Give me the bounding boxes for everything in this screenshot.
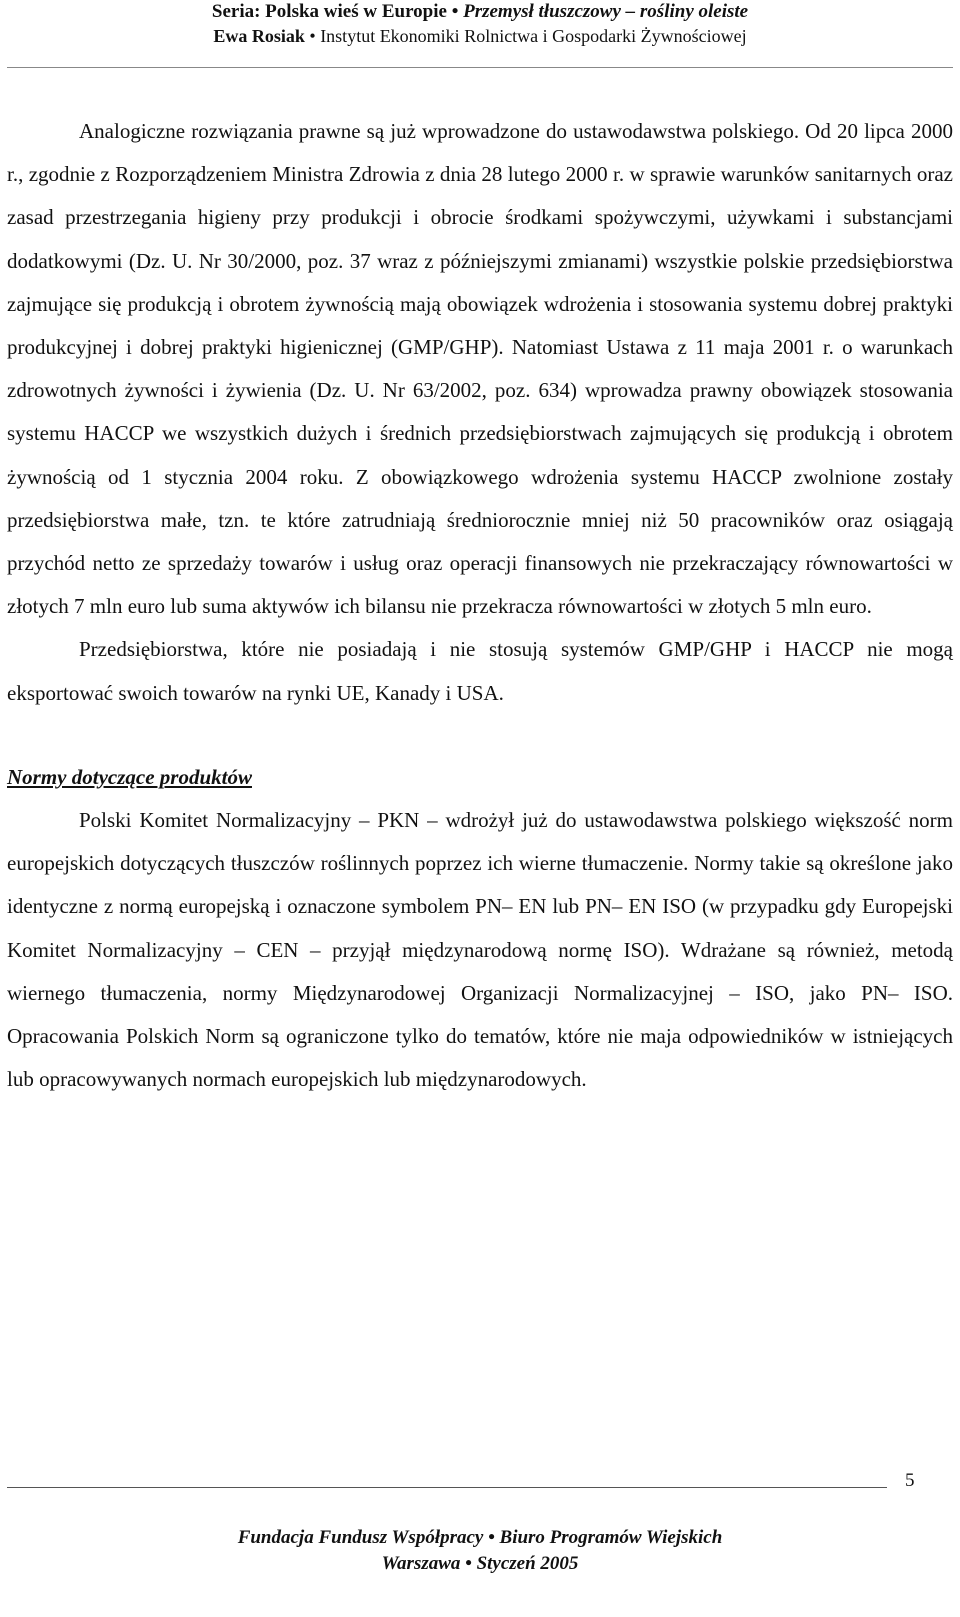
bullet-separator: • [309, 26, 316, 46]
bullet-separator: • [451, 1, 459, 22]
document-body [7, 110, 953, 1101]
footer-line-2 [0, 1551, 960, 1577]
footer-date: Styczeń 2005 [476, 1553, 579, 1574]
section-heading: Normy dotyczące produktów [7, 764, 252, 789]
paragraph-legal: Analogiczne rozwiązania prawne są już wprowadzone do ustawodawstwa polskiego. Od 20 lipca 2000 r., zgodnie z Rozporządzeniem Ministra Zdrowia z dnia 28 lutego 2000 r. w sprawie warunków sanitarnych oraz zasad przestrzegania higieny przy produkcji i obrocie środkami spożywczymi, używkami i substancjami dodatkowymi (Dz. U. Nr 30/2000, poz. 37 wraz z późniejszymi zmianami) wszystkie polskie przedsiębiorstwa zajmujące się produkcją i obrotem żywnością mają obowiązek wdrożenia i stosowania systemu dobrej praktyki produkcyjnej i dobrej praktyki higienicznej (GMP/GHP). Natomiast Ustawa z 11 maja 2001 r. o warunkach zdrowotnych żywności i żywienia (Dz. U. Nr 63/2002, poz. 634) wprowadza prawny obowiązek stosowania systemu HACCP we wszystkich dużych i średnich przedsiębiorstwach zajmujących się produkcją i obrotem żywnością od 1 stycznia 2004 roku. Z obowiązkowego wdrożenia systemu HACCP zwolnione zostały przedsiębiorstwa małe, tzn. te które zatrudniają średniorocznie mniej niż 50 pracowników oraz osiągają przychód netto ze sprzedaży towarów i usług oraz operacji finansowych nie przekraczający równowartości w złotych 7 mln euro lub suma aktywów ich bilansu nie przekracza równowartości w złotych 5 mln euro. [7, 119, 953, 619]
header-divider [7, 67, 953, 68]
bureau-name: Biuro Programów Wiejskich [499, 1527, 723, 1548]
page-number: 5 [905, 1470, 915, 1491]
page-header [0, 0, 960, 48]
footer-divider [7, 1487, 887, 1488]
paragraph-norms: Polski Komitet Normalizacyjny – PKN – wdrożył już do ustawodawstwa polskiego większość norm europejskich dotyczących tłuszczów roślinnych poprzez ich wierne tłumaczenie. Normy takie są określone jako identyczne z normą europejską i oznaczone symbolem PN– EN lub PN– EN ISO (w przypadku gdy Europejski Komitet Normalizacyjny – CEN – przyjął międzynarodową normę ISO). Wdrażane są również, metodą wiernego tłumaczenia, normy Międzynarodowej Organizacji Normalizacyjnej – ISO, jako PN– ISO. Opracowania Polskich Norm są ograniczone tylko do tematów, które nie maja odpowiedników w istniejących lub opracowywanych normach europejskich lub międzynarodowych. [7, 808, 953, 1092]
foundation-name: Fundacja Fundusz Współpracy [237, 1527, 484, 1548]
bullet-separator: • [465, 1553, 472, 1574]
paragraph-export: Przedsiębiorstwa, które nie posiadają i nie stosują systemów GMP/GHP i HACCP nie mogą eksportować swoich towarów na rynki UE, Kanady i USA. [7, 637, 953, 705]
author-line [0, 24, 960, 48]
series-prefix: Seria: Polska wieś w Europie [211, 1, 447, 22]
series-title [0, 0, 960, 24]
page-footer [0, 1525, 960, 1577]
footer-line-1 [0, 1525, 960, 1551]
footer-city: Warszawa [381, 1553, 461, 1574]
series-topic: Przemysł tłuszczowy – rośliny oleiste [463, 1, 749, 22]
bullet-separator: • [488, 1527, 495, 1548]
institute-name: Instytut Ekonomiki Rolnictwa i Gospodarki Żywnościowej [320, 26, 747, 46]
author-name: Ewa Rosiak [213, 26, 305, 46]
